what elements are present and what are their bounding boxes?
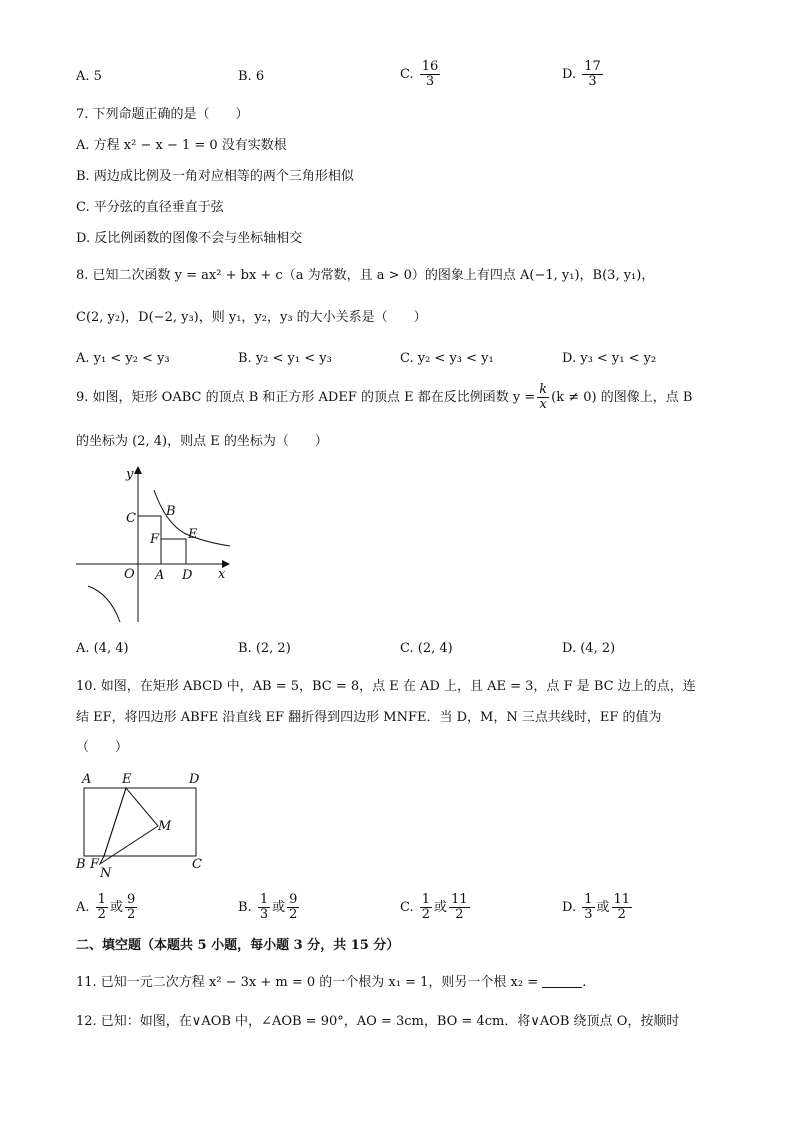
q9-figure <box>74 462 234 627</box>
fraction <box>537 383 549 412</box>
fraction <box>125 893 137 922</box>
q9-option-c: C. (2, 4) <box>400 641 453 656</box>
q9-option-d: D. (4, 2) <box>562 641 616 656</box>
answer-blank <box>542 975 582 988</box>
fraction <box>582 893 594 922</box>
q12-stem-line1: 12. 已知：如图，在∨AOB 中，∠AOB = 90°，AO = 3cm，BO = 4cm．将∨AOB 绕顶点 O，按顺时 <box>76 1014 680 1029</box>
or-text: 或 <box>596 900 610 915</box>
q10-figure <box>74 770 214 880</box>
q6-option-c <box>400 60 442 89</box>
fraction <box>420 60 441 89</box>
fraction <box>258 893 270 922</box>
option-label: C. <box>400 900 414 915</box>
q9-option-a: A. (4, 4) <box>76 641 129 656</box>
q9-option-b: B. (2, 2) <box>238 641 291 656</box>
fraction <box>287 893 299 922</box>
numerator: 9 <box>289 892 298 907</box>
fraction <box>96 893 108 922</box>
numerator: 17 <box>584 59 601 74</box>
label-f: F <box>150 532 160 547</box>
q7-option-d: D. 反比例函数的图像不会与坐标轴相交 <box>76 231 303 246</box>
q9-stem-line1 <box>76 383 692 413</box>
q8-stem-line2: C(2, y₂)，D(−2, y₃)，则 y₁，y₂，y₃ 的大小关系是（ ） <box>76 310 427 325</box>
q10-option-b <box>238 893 301 922</box>
q6-option-d <box>562 60 605 89</box>
q8-stem-line1: 8. 已知二次函数 y = ax² + bx + c（a 为常数，且 a > 0）的图象上有四点 A(−1, y₁)，B(3, y₁)， <box>76 268 655 283</box>
label-c: C <box>192 857 202 872</box>
q10-stem-line3: （ ） <box>76 740 129 755</box>
label-d: D <box>182 568 193 583</box>
numerator: 16 <box>421 59 439 74</box>
label-e: E <box>122 772 132 787</box>
q8-option-b: B. y₂ < y₁ < y₃ <box>238 351 332 366</box>
fraction <box>420 893 432 922</box>
fraction <box>612 893 633 922</box>
numerator: 1 <box>421 892 431 907</box>
denominator: x <box>539 397 547 412</box>
q7-option-b: B. 两边成比例及一角对应相等的两个三角形相似 <box>76 169 354 184</box>
numerator: k <box>539 382 548 397</box>
q8-option-d: D. y₃ < y₁ < y₂ <box>562 351 657 366</box>
q7-option-a: A. 方程 x² − x − 1 = 0 没有实数根 <box>76 138 287 153</box>
q6-option-b: B. 6 <box>238 69 265 84</box>
label-b: B <box>166 504 176 519</box>
q6-option-a: A. 5 <box>76 69 102 84</box>
numerator: 1 <box>584 892 593 907</box>
numerator: 1 <box>97 892 106 907</box>
denominator: 2 <box>617 907 626 922</box>
label-x: x <box>218 567 226 582</box>
option-label: D. <box>562 900 577 915</box>
q10-stem-line2: 结 EF，将四边形 ABFE 沿直线 EF 翻折得到四边形 MNFE．当 D，M，N 三点共线时，EF 的值为 <box>76 710 662 725</box>
q11-stem-end: . <box>582 975 587 990</box>
denominator: 2 <box>421 907 431 922</box>
q9-stem-line2: 的坐标为 (2, 4)，则点 E 的坐标为（ ） <box>76 434 328 449</box>
q10-option-a <box>76 893 139 922</box>
denominator: 2 <box>289 907 298 922</box>
y-axis-arrow-icon <box>134 466 142 474</box>
option-label: B. <box>238 900 252 915</box>
denominator: 3 <box>584 907 593 922</box>
q8-option-c: C. y₂ < y₃ < y₁ <box>400 351 494 366</box>
label-o: O <box>124 567 135 582</box>
label-e: E <box>188 527 198 542</box>
q9-stem-post: (k ≠ 0) 的图像上，点 B <box>551 390 693 405</box>
section-heading: 二、填空题（本题共 5 小题，每小题 3 分，共 15 分） <box>76 938 400 953</box>
q10-option-d <box>562 893 634 922</box>
label-n: N <box>100 866 112 880</box>
or-text: 或 <box>434 900 448 915</box>
q8-option-a: A. y₁ < y₂ < y₃ <box>76 351 170 366</box>
label-a: A <box>155 568 165 583</box>
label-d: D <box>189 772 200 787</box>
label-y: y <box>126 467 134 482</box>
q7-stem: 7. 下列命题正确的是（ ） <box>76 107 249 122</box>
fraction <box>582 60 603 89</box>
label-m: M <box>158 819 172 834</box>
rectangle-abcd <box>84 788 196 856</box>
option-label: C. <box>400 67 414 82</box>
option-label: A. <box>76 900 90 915</box>
q10-option-c <box>400 893 472 922</box>
label-f: F <box>90 857 100 872</box>
quadrilateral-mnfe <box>100 788 158 864</box>
numerator: 1 <box>259 892 269 907</box>
denominator: 2 <box>126 907 136 922</box>
denominator: 3 <box>425 74 435 89</box>
square-adef <box>161 539 186 564</box>
denominator: 2 <box>97 907 106 922</box>
q11-stem <box>76 975 586 991</box>
q9-stem-pre: 9. 如图，矩形 OABC 的顶点 B 和正方形 ADEF 的顶点 E 都在反比例函数 y = <box>76 390 536 405</box>
denominator: 3 <box>588 74 597 89</box>
option-label: D. <box>562 67 577 82</box>
hyperbola-branch-2 <box>88 586 120 622</box>
or-text: 或 <box>109 900 123 915</box>
segment-ef <box>104 788 126 856</box>
denominator: 3 <box>259 907 269 922</box>
q7-option-c: C. 平分弦的直径垂直于弦 <box>76 200 224 215</box>
fraction <box>449 893 470 922</box>
label-c: C <box>126 511 136 526</box>
q10-stem-line1: 10. 如图，在矩形 ABCD 中，AB = 5，BC = 8，点 E 在 AD 上，且 AE = 3，点 F 是 BC 边上的点，连 <box>76 679 696 694</box>
numerator: 11 <box>613 892 631 907</box>
q11-stem-text: 11. 已知一元二次方程 x² − 3x + m = 0 的一个根为 x₁ = 1，则另一个根 x₂ = <box>76 975 539 990</box>
numerator: 9 <box>126 892 136 907</box>
denominator: 2 <box>455 907 464 922</box>
label-b: B <box>76 857 86 872</box>
label-a: A <box>82 772 92 787</box>
numerator: 11 <box>451 892 468 907</box>
or-text: 或 <box>272 900 286 915</box>
